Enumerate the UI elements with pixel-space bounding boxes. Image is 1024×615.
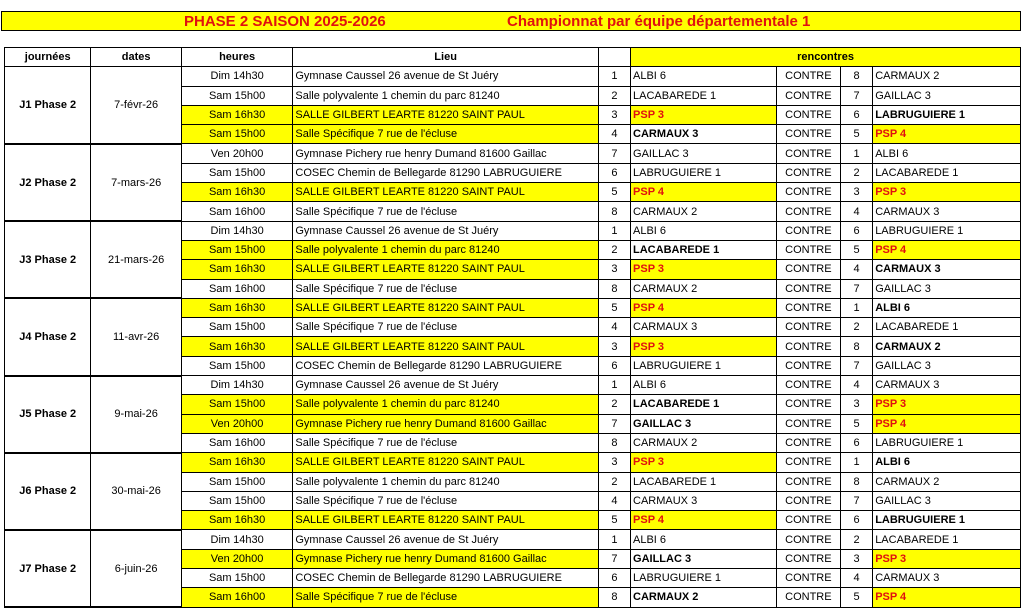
match-time: Sam 16h30 xyxy=(181,511,293,530)
contre-label: CONTRE xyxy=(776,163,840,182)
match-place: Gymnase Pichery rue henry Dumand 81600 Gaillac xyxy=(293,549,598,568)
journee-date: 7-mars-26 xyxy=(91,144,181,221)
away-team: LABRUGUIERE 1 xyxy=(873,433,1021,452)
home-team: PSP 3 xyxy=(631,105,777,124)
contre-label: CONTRE xyxy=(776,356,840,375)
header-heures: heures xyxy=(181,48,293,67)
contre-label: CONTRE xyxy=(776,105,840,124)
away-team: PSP 3 xyxy=(873,183,1021,202)
home-team: GAILLAC 3 xyxy=(631,144,777,163)
match-place: SALLE GILBERT LEARTE 81220 SAINT PAUL xyxy=(293,298,598,317)
contre-label: CONTRE xyxy=(776,549,840,568)
journee-date: 7-févr-26 xyxy=(91,67,181,144)
away-team: LABRUGUIERE 1 xyxy=(873,511,1021,530)
match-place: Salle Spécifique 7 rue de l'écluse xyxy=(293,202,598,221)
table-row xyxy=(5,221,1021,240)
match-place: SALLE GILBERT LEARTE 81220 SAINT PAUL xyxy=(293,511,598,530)
journee-date: 11-avr-26 xyxy=(91,298,181,375)
home-number: 5 xyxy=(598,511,630,530)
away-number: 6 xyxy=(841,105,873,124)
home-team: LACABAREDE 1 xyxy=(631,472,777,491)
home-team: LACABAREDE 1 xyxy=(631,240,777,259)
home-number: 2 xyxy=(598,472,630,491)
home-number: 7 xyxy=(598,414,630,433)
home-number: 6 xyxy=(598,356,630,375)
match-place: SALLE GILBERT LEARTE 81220 SAINT PAUL xyxy=(293,260,598,279)
away-team: GAILLAC 3 xyxy=(873,86,1021,105)
home-number: 5 xyxy=(598,183,630,202)
away-number: 7 xyxy=(841,86,873,105)
contre-label: CONTRE xyxy=(776,298,840,317)
contre-label: CONTRE xyxy=(776,318,840,337)
away-team: GAILLAC 3 xyxy=(873,356,1021,375)
contre-label: CONTRE xyxy=(776,395,840,414)
match-time: Sam 15h00 xyxy=(181,491,293,510)
match-time: Sam 15h00 xyxy=(181,356,293,375)
match-place: SALLE GILBERT LEARTE 81220 SAINT PAUL xyxy=(293,105,598,124)
home-number: 3 xyxy=(598,337,630,356)
home-team: CARMAUX 2 xyxy=(631,433,777,452)
contre-label: CONTRE xyxy=(776,414,840,433)
match-place: Salle Spécifique 7 rue de l'écluse xyxy=(293,279,598,298)
match-place: Gymnase Caussel 26 avenue de St Juéry xyxy=(293,530,598,549)
match-place: Salle Spécifique 7 rue de l'écluse xyxy=(293,318,598,337)
journee-label: J6 Phase 2 xyxy=(5,453,91,530)
home-team: PSP 3 xyxy=(631,260,777,279)
away-team: GAILLAC 3 xyxy=(873,279,1021,298)
match-time: Sam 15h00 xyxy=(181,569,293,588)
journee-label: J2 Phase 2 xyxy=(5,144,91,221)
away-number: 4 xyxy=(841,376,873,395)
away-team: CARMAUX 2 xyxy=(873,472,1021,491)
match-place: Gymnase Pichery rue henry Dumand 81600 Gaillac xyxy=(293,414,598,433)
match-place: Salle Spécifique 7 rue de l'écluse xyxy=(293,125,598,144)
contre-label: CONTRE xyxy=(776,221,840,240)
journee-label: J3 Phase 2 xyxy=(5,221,91,298)
home-number: 6 xyxy=(598,163,630,182)
match-time: Sam 16h30 xyxy=(181,337,293,356)
match-time: Dim 14h30 xyxy=(181,221,293,240)
contre-label: CONTRE xyxy=(776,202,840,221)
journee-date: 21-mars-26 xyxy=(91,221,181,298)
match-time: Sam 15h00 xyxy=(181,240,293,259)
match-place: COSEC Chemin de Bellegarde 81290 LABRUGUIERE xyxy=(293,163,598,182)
away-number: 4 xyxy=(841,569,873,588)
home-team: PSP 3 xyxy=(631,453,777,472)
match-time: Ven 20h00 xyxy=(181,144,293,163)
home-team: CARMAUX 2 xyxy=(631,202,777,221)
away-number: 6 xyxy=(841,433,873,452)
home-team: CARMAUX 3 xyxy=(631,491,777,510)
home-team: CARMAUX 3 xyxy=(631,125,777,144)
match-time: Sam 15h00 xyxy=(181,163,293,182)
match-place: Salle Spécifique 7 rue de l'écluse xyxy=(293,588,598,607)
contre-label: CONTRE xyxy=(776,260,840,279)
home-team: LABRUGUIERE 1 xyxy=(631,163,777,182)
journee-date: 9-mai-26 xyxy=(91,376,181,453)
away-team: CARMAUX 3 xyxy=(873,202,1021,221)
table-row xyxy=(5,376,1021,395)
away-number: 6 xyxy=(841,221,873,240)
contre-label: CONTRE xyxy=(776,86,840,105)
away-team: LACABAREDE 1 xyxy=(873,530,1021,549)
home-team: LABRUGUIERE 1 xyxy=(631,356,777,375)
match-time: Dim 14h30 xyxy=(181,530,293,549)
match-time: Sam 16h00 xyxy=(181,202,293,221)
home-number: 5 xyxy=(598,298,630,317)
away-number: 7 xyxy=(841,356,873,375)
away-team: CARMAUX 3 xyxy=(873,260,1021,279)
contre-label: CONTRE xyxy=(776,337,840,356)
away-team: PSP 4 xyxy=(873,240,1021,259)
journee-label: J4 Phase 2 xyxy=(5,298,91,375)
away-number: 1 xyxy=(841,453,873,472)
away-team: GAILLAC 3 xyxy=(873,491,1021,510)
home-team: LACABAREDE 1 xyxy=(631,395,777,414)
match-time: Sam 15h00 xyxy=(181,472,293,491)
table-row xyxy=(5,530,1021,549)
away-number: 7 xyxy=(841,279,873,298)
table-row xyxy=(5,453,1021,472)
contre-label: CONTRE xyxy=(776,472,840,491)
away-team: PSP 4 xyxy=(873,125,1021,144)
contre-label: CONTRE xyxy=(776,67,840,86)
away-number: 2 xyxy=(841,163,873,182)
contre-label: CONTRE xyxy=(776,240,840,259)
away-number: 4 xyxy=(841,202,873,221)
home-team: ALBI 6 xyxy=(631,221,777,240)
match-time: Sam 16h30 xyxy=(181,453,293,472)
journee-date: 30-mai-26 xyxy=(91,453,181,530)
home-number: 1 xyxy=(598,376,630,395)
away-number: 2 xyxy=(841,318,873,337)
home-number: 2 xyxy=(598,240,630,259)
away-team: PSP 4 xyxy=(873,588,1021,607)
home-number: 6 xyxy=(598,569,630,588)
journee-date: 6-juin-26 xyxy=(91,530,181,607)
contre-label: CONTRE xyxy=(776,453,840,472)
home-team: ALBI 6 xyxy=(631,376,777,395)
home-number: 1 xyxy=(598,221,630,240)
match-time: Sam 15h00 xyxy=(181,395,293,414)
away-team: PSP 4 xyxy=(873,414,1021,433)
table-row xyxy=(5,67,1021,86)
schedule-body xyxy=(5,67,1021,607)
away-number: 7 xyxy=(841,491,873,510)
away-number: 2 xyxy=(841,530,873,549)
table-row xyxy=(5,144,1021,163)
away-number: 3 xyxy=(841,549,873,568)
contre-label: CONTRE xyxy=(776,144,840,163)
home-number: 1 xyxy=(598,530,630,549)
table-header-row xyxy=(5,48,1021,67)
home-number: 8 xyxy=(598,279,630,298)
away-number: 5 xyxy=(841,414,873,433)
journee-label: J7 Phase 2 xyxy=(5,530,91,607)
match-place: Gymnase Pichery rue henry Dumand 81600 Gaillac xyxy=(293,144,598,163)
home-team: CARMAUX 2 xyxy=(631,588,777,607)
home-team: PSP 3 xyxy=(631,337,777,356)
match-place: SALLE GILBERT LEARTE 81220 SAINT PAUL xyxy=(293,453,598,472)
match-time: Ven 20h00 xyxy=(181,414,293,433)
contre-label: CONTRE xyxy=(776,511,840,530)
home-number: 4 xyxy=(598,318,630,337)
match-time: Sam 16h30 xyxy=(181,298,293,317)
match-place: SALLE GILBERT LEARTE 81220 SAINT PAUL xyxy=(293,337,598,356)
away-team: CARMAUX 2 xyxy=(873,337,1021,356)
away-team: LABRUGUIERE 1 xyxy=(873,105,1021,124)
title-bar xyxy=(1,11,1021,31)
home-team: GAILLAC 3 xyxy=(631,414,777,433)
match-time: Sam 16h30 xyxy=(181,105,293,124)
match-place: Salle polyvalente 1 chemin du parc 81240 xyxy=(293,86,598,105)
home-number: 3 xyxy=(598,105,630,124)
away-number: 5 xyxy=(841,588,873,607)
header-rencontres: rencontres xyxy=(631,48,1021,67)
home-team: LABRUGUIERE 1 xyxy=(631,569,777,588)
contre-label: CONTRE xyxy=(776,183,840,202)
match-place: Gymnase Caussel 26 avenue de St Juéry xyxy=(293,221,598,240)
away-team: ALBI 6 xyxy=(873,298,1021,317)
contre-label: CONTRE xyxy=(776,588,840,607)
match-place: Salle polyvalente 1 chemin du parc 81240 xyxy=(293,395,598,414)
contre-label: CONTRE xyxy=(776,376,840,395)
home-number: 1 xyxy=(598,67,630,86)
away-team: LABRUGUIERE 1 xyxy=(873,221,1021,240)
home-number: 8 xyxy=(598,588,630,607)
home-team: ALBI 6 xyxy=(631,67,777,86)
home-number: 3 xyxy=(598,453,630,472)
match-time: Sam 16h30 xyxy=(181,183,293,202)
match-place: COSEC Chemin de Bellegarde 81290 LABRUGUIERE xyxy=(293,569,598,588)
home-team: LACABAREDE 1 xyxy=(631,86,777,105)
home-team: CARMAUX 3 xyxy=(631,318,777,337)
home-number: 7 xyxy=(598,144,630,163)
table-row xyxy=(5,298,1021,317)
away-number: 8 xyxy=(841,472,873,491)
home-number: 2 xyxy=(598,86,630,105)
journee-label: J1 Phase 2 xyxy=(5,67,91,144)
away-team: LACABAREDE 1 xyxy=(873,163,1021,182)
match-place: Salle polyvalente 1 chemin du parc 81240 xyxy=(293,472,598,491)
away-number: 8 xyxy=(841,337,873,356)
away-number: 4 xyxy=(841,260,873,279)
journee-label: J5 Phase 2 xyxy=(5,376,91,453)
header-journees: journées xyxy=(5,48,91,67)
away-number: 3 xyxy=(841,183,873,202)
away-team: PSP 3 xyxy=(873,395,1021,414)
match-place: Salle Spécifique 7 rue de l'écluse xyxy=(293,491,598,510)
away-number: 3 xyxy=(841,395,873,414)
home-number: 8 xyxy=(598,202,630,221)
match-time: Sam 16h00 xyxy=(181,433,293,452)
home-number: 2 xyxy=(598,395,630,414)
away-team: ALBI 6 xyxy=(873,453,1021,472)
home-team: GAILLAC 3 xyxy=(631,549,777,568)
away-number: 6 xyxy=(841,511,873,530)
home-team: PSP 4 xyxy=(631,298,777,317)
match-time: Sam 16h00 xyxy=(181,588,293,607)
home-number: 7 xyxy=(598,549,630,568)
away-team: PSP 3 xyxy=(873,549,1021,568)
match-time: Ven 20h00 xyxy=(181,549,293,568)
match-place: Gymnase Caussel 26 avenue de St Juéry xyxy=(293,67,598,86)
match-time: Dim 14h30 xyxy=(181,376,293,395)
away-number: 8 xyxy=(841,67,873,86)
away-number: 5 xyxy=(841,240,873,259)
home-team: ALBI 6 xyxy=(631,530,777,549)
home-team: PSP 4 xyxy=(631,183,777,202)
away-team: CARMAUX 3 xyxy=(873,376,1021,395)
away-team: ALBI 6 xyxy=(873,144,1021,163)
match-time: Sam 16h00 xyxy=(181,279,293,298)
match-place: Salle Spécifique 7 rue de l'écluse xyxy=(293,433,598,452)
header-blank xyxy=(598,48,630,67)
schedule-table xyxy=(4,47,1021,608)
home-number: 4 xyxy=(598,491,630,510)
home-team: CARMAUX 2 xyxy=(631,279,777,298)
match-place: Gymnase Caussel 26 avenue de St Juéry xyxy=(293,376,598,395)
match-time: Sam 15h00 xyxy=(181,125,293,144)
home-number: 3 xyxy=(598,260,630,279)
contre-label: CONTRE xyxy=(776,530,840,549)
header-dates: dates xyxy=(91,48,181,67)
match-time: Sam 15h00 xyxy=(181,318,293,337)
match-place: COSEC Chemin de Bellegarde 81290 LABRUGUIERE xyxy=(293,356,598,375)
away-team: LACABAREDE 1 xyxy=(873,318,1021,337)
home-number: 8 xyxy=(598,433,630,452)
header-lieu: Lieu xyxy=(293,48,598,67)
away-team: CARMAUX 3 xyxy=(873,569,1021,588)
away-team: CARMAUX 2 xyxy=(873,67,1021,86)
match-time: Sam 16h30 xyxy=(181,260,293,279)
home-number: 4 xyxy=(598,125,630,144)
contre-label: CONTRE xyxy=(776,125,840,144)
contre-label: CONTRE xyxy=(776,569,840,588)
match-time: Sam 15h00 xyxy=(181,86,293,105)
home-team: PSP 4 xyxy=(631,511,777,530)
contre-label: CONTRE xyxy=(776,279,840,298)
contre-label: CONTRE xyxy=(776,491,840,510)
match-place: Salle polyvalente 1 chemin du parc 81240 xyxy=(293,240,598,259)
away-number: 1 xyxy=(841,144,873,163)
championship-title: Championnat par équipe départementale 1 xyxy=(507,13,811,30)
away-number: 5 xyxy=(841,125,873,144)
contre-label: CONTRE xyxy=(776,433,840,452)
season-title: PHASE 2 SAISON 2025-2026 xyxy=(184,13,386,30)
match-place: SALLE GILBERT LEARTE 81220 SAINT PAUL xyxy=(293,183,598,202)
match-time: Dim 14h30 xyxy=(181,67,293,86)
away-number: 1 xyxy=(841,298,873,317)
